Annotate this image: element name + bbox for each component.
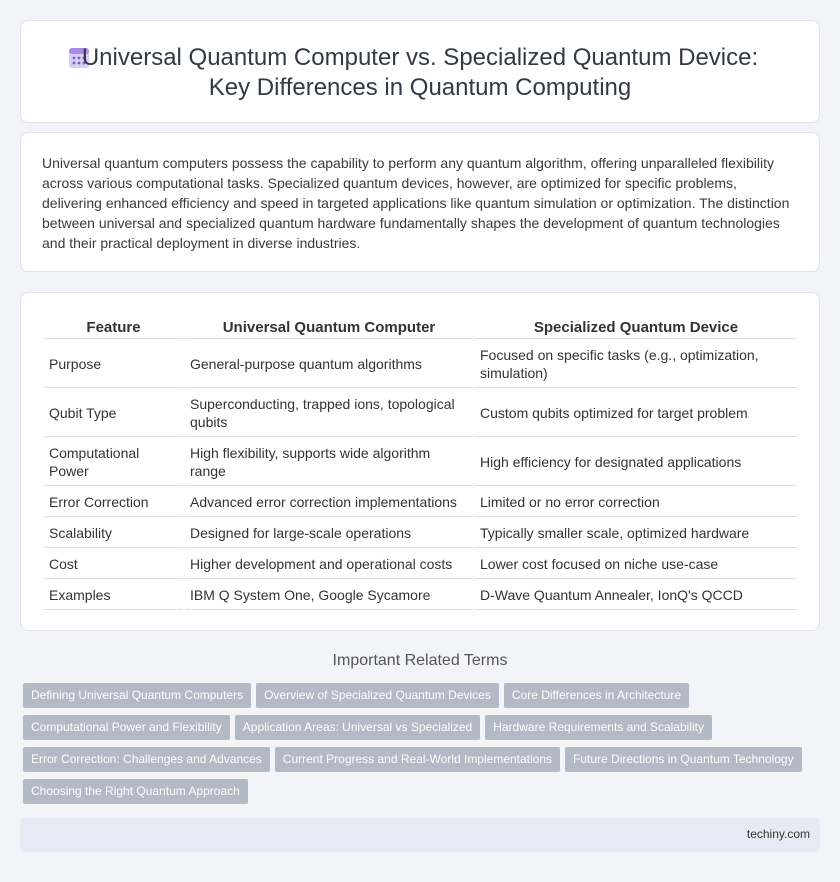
footer-site-link[interactable]: techiny.com (746, 827, 810, 841)
page-title-line-1: Universal Quantum Computer vs. Specialized Quantum Device: (81, 44, 759, 71)
page-title-line-2: Key Differences in Quantum Computing (208, 74, 632, 101)
related-term-tag[interactable]: Defining Universal Quantum Computers (23, 683, 251, 708)
table-cell: Limited or no error correction (475, 488, 797, 517)
table-cell: D-Wave Quantum Annealer, IonQ's QCCD (475, 581, 797, 610)
intro-card (20, 132, 820, 272)
related-terms-heading: Important Related Terms (332, 652, 508, 669)
table-cell: Typically smaller scale, optimized hardware (475, 519, 797, 548)
related-term-tag[interactable]: Current Progress and Real-World Implementations (275, 747, 560, 772)
table-header-row (44, 317, 797, 339)
table-cell: Designed for large-scale operations (185, 519, 473, 548)
comparison-card (20, 292, 820, 631)
table-cell: Error Correction (44, 488, 183, 517)
related-term-tag[interactable]: Core Differences in Architecture (504, 683, 689, 708)
comparison-table (42, 315, 799, 612)
related-term-tag[interactable]: Choosing the Right Quantum Approach (23, 779, 248, 804)
table-cell: IBM Q System One, Google Sycamore (185, 581, 473, 610)
table-row (44, 390, 797, 437)
table-cell: High efficiency for designated applications (475, 439, 797, 486)
table-cell: Custom qubits optimized for target problem (475, 390, 797, 437)
table-cell: Advanced error correction implementations (185, 488, 473, 517)
footer (20, 818, 820, 852)
related-term-tag[interactable]: Future Directions in Quantum Technology (565, 747, 802, 772)
related-term-tag[interactable]: Overview of Specialized Quantum Devices (256, 683, 499, 708)
column-header: Universal Quantum Computer (185, 317, 473, 339)
header-card (20, 20, 820, 123)
related-term-tag[interactable]: Error Correction: Challenges and Advances (23, 747, 270, 772)
table-row (44, 341, 797, 388)
table-cell: Superconducting, trapped ions, topological qubits (185, 390, 473, 437)
column-header: Feature (44, 317, 183, 339)
table-row (44, 519, 797, 548)
table-cell: Focused on specific tasks (e.g., optimization, simulation) (475, 341, 797, 388)
table-cell: Lower cost focused on niche use-case (475, 550, 797, 579)
table-row (44, 439, 797, 486)
related-term-tag[interactable]: Hardware Requirements and Scalability (485, 715, 712, 740)
table-cell: Purpose (44, 341, 183, 388)
related-term-tag[interactable]: Computational Power and Flexibility (23, 715, 230, 740)
intro-paragraph: Universal quantum computers possess the capability to perform any quantum algorithm, offering unparalleled flexibility across various computational tasks. Specialized quantum devices, however, are optimized for specific problems, delivering enhanced efficiency and speed in targeted applications like quantum simulation or optimization. The distinction between universal and specialized quantum hardware fundamentally shapes the development of quantum technologies and their practical deployment in diverse industries. (42, 155, 790, 251)
table-cell: Scalability (44, 519, 183, 548)
table-cell: Examples (44, 581, 183, 610)
related-terms-list (23, 683, 813, 811)
table-cell: High flexibility, supports wide algorithm range (185, 439, 473, 486)
table-cell: Higher development and operational costs (185, 550, 473, 579)
table-cell: Cost (44, 550, 183, 579)
table-cell: Computational Power (44, 439, 183, 486)
table-row (44, 488, 797, 517)
table-row (44, 550, 797, 579)
page-title (21, 43, 819, 103)
column-header: Specialized Quantum Device (475, 317, 797, 339)
related-term-tag[interactable]: Application Areas: Universal vs Specialized (235, 715, 480, 740)
table-cell: Qubit Type (44, 390, 183, 437)
table-row (44, 581, 797, 610)
table-cell: General-purpose quantum algorithms (185, 341, 473, 388)
